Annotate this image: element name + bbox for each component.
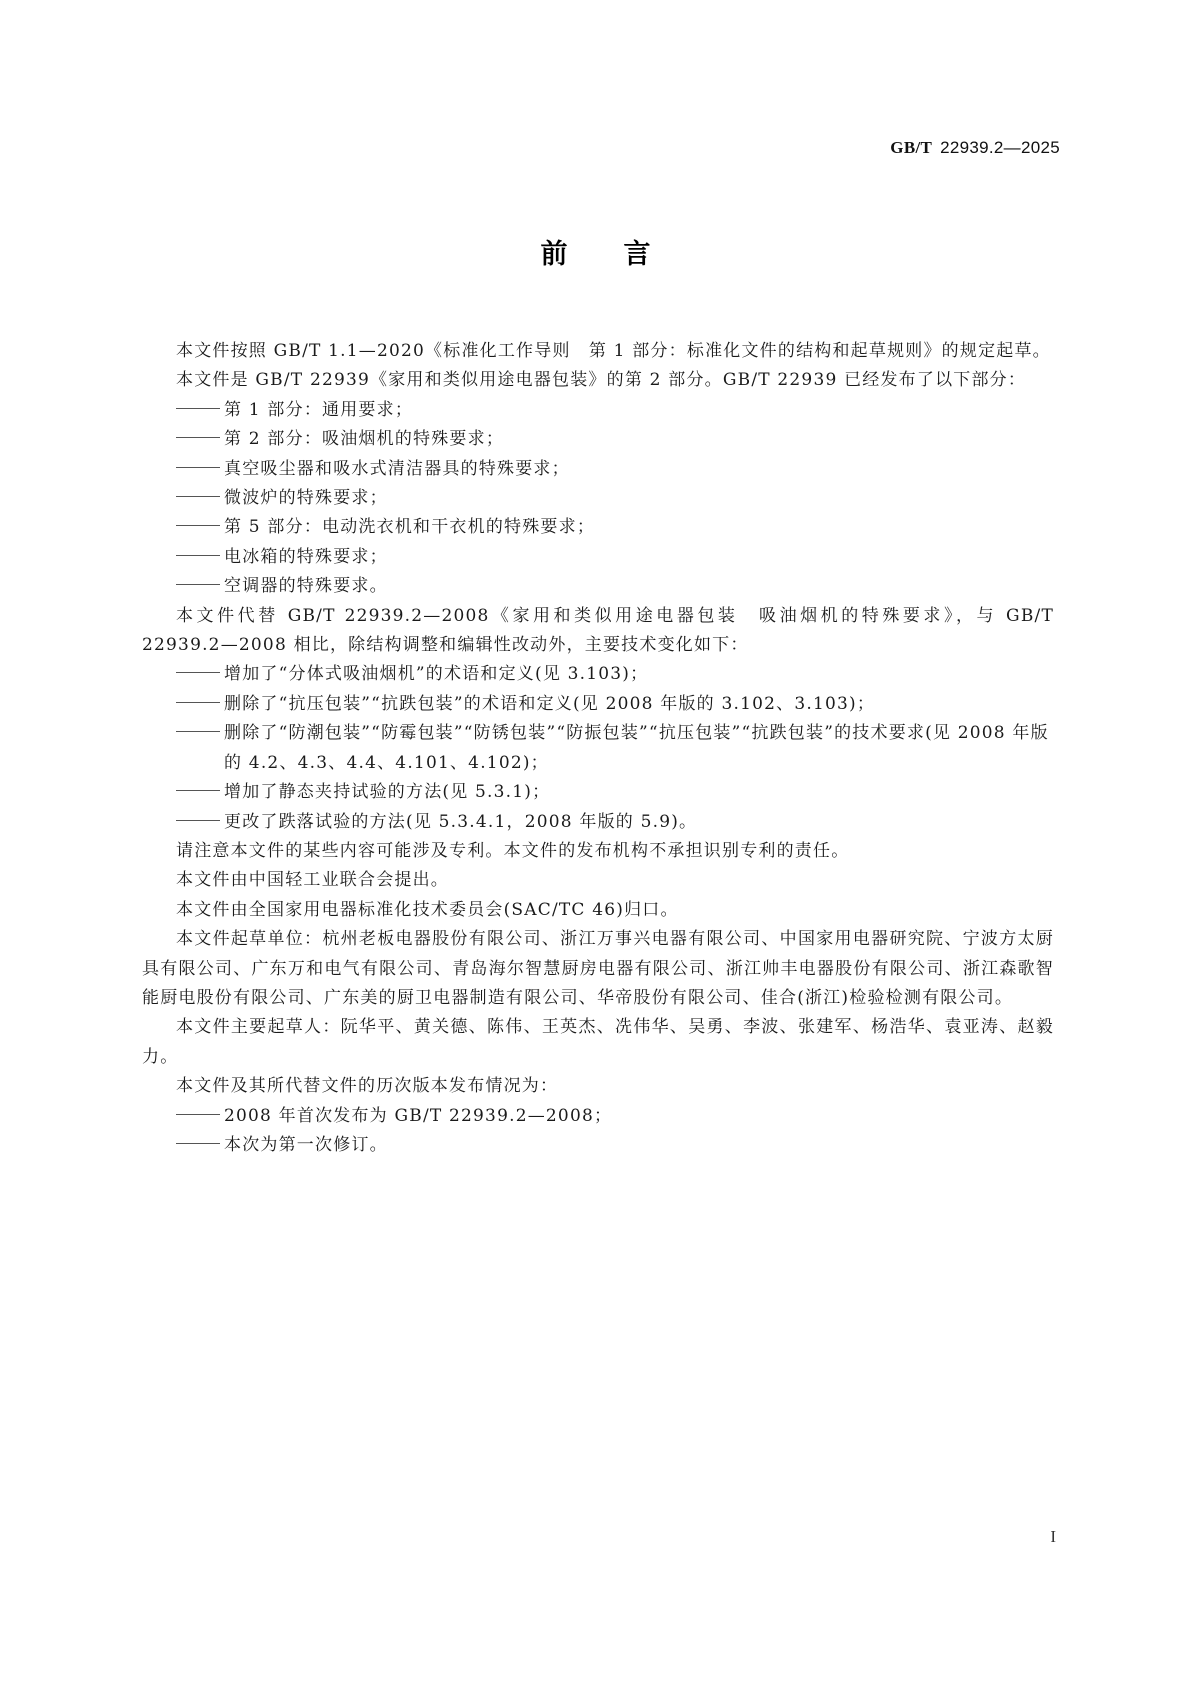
dash-bullet [176, 437, 220, 438]
dash-bullet [176, 408, 220, 409]
paragraph-series-info: 本文件是 GB/T 22939《家用和类似用途电器包装》的第 2 部分。GB/T 22939 已经发布了以下部分： [176, 370, 1027, 391]
dash-bullet [176, 584, 220, 585]
list-item: 微波炉的特殊要求； [142, 484, 1054, 513]
list-item: 真空吸尘器和吸水式清洁器具的特殊要求； [142, 455, 1054, 484]
dash-bullet [176, 467, 220, 468]
list-item: 删除了“抗压包装”“抗跌包装”的术语和定义(见 2008 年版的 3.102、3.103)； [142, 690, 1054, 719]
dash-bullet [176, 702, 220, 703]
paragraph-committee: 本文件由全国家用电器标准化技术委员会(SAC/TC 46)归口。 [176, 899, 679, 920]
dash-bullet [176, 731, 220, 732]
list-item: 第 1 部分：通用要求； [142, 396, 1054, 425]
paragraph-replacement-info: 本文件代替 GB/T 22939.2—2008《家用和类似用途电器包装 吸油烟机的特殊要求》，与 GB/T 22939.2—2008 相比，除结构调整和编辑性改动外，主要技术变化如下： [142, 605, 1054, 656]
dash-bullet [176, 525, 220, 526]
list-item: 电冰箱的特殊要求； [142, 543, 1054, 572]
dash-bullet [176, 555, 220, 556]
paragraph-drafters: 本文件主要起草人：阮华平、黄关德、陈伟、王英杰、冼伟华、吴勇、李波、张建军、杨浩华、袁亚涛、赵毅力。 [142, 1017, 1054, 1067]
page-number: I [1050, 1527, 1056, 1546]
dash-bullet [176, 672, 220, 673]
list-item: 增加了“分体式吸油烟机”的术语和定义(见 3.103)； [142, 660, 1054, 689]
paragraph-proposer: 本文件由中国轻工业联合会提出。 [176, 870, 449, 891]
list-item: 第 2 部分：吸油烟机的特殊要求； [142, 425, 1054, 454]
history-list [142, 1102, 1054, 1161]
list-item: 删除了“防潮包装”“防霉包装”“防锈包装”“防振包装”“抗压包装”“抗跌包装”的技术要求(见 2008 年版的 4.2、4.3、4.4、4.101、4.102)； [142, 719, 1054, 778]
paragraph-drafting-basis: 本文件按照 GB/T 1.1—2020《标准化工作导则 第 1 部分：标准化文件的结构和起草规则》的规定起草。 [176, 341, 1051, 361]
paragraph-patent-notice: 请注意本文件的某些内容可能涉及专利。本文件的发布机构不承担识别专利的责任。 [176, 840, 850, 861]
standard-prefix: GB/T [890, 138, 933, 157]
standard-number: 22939.2—2025 [940, 138, 1060, 157]
dash-bullet [176, 820, 220, 821]
list-item: 第 5 部分：电动洗衣机和干衣机的特殊要求； [142, 513, 1054, 542]
dash-bullet [176, 790, 220, 791]
standard-code-header [890, 138, 1060, 158]
dash-bullet [176, 1114, 220, 1115]
parts-list [142, 396, 1054, 602]
paragraph-history-intro: 本文件及其所代替文件的历次版本发布情况为： [176, 1076, 559, 1097]
foreword-body [142, 337, 1054, 1160]
dash-bullet [176, 1143, 220, 1144]
list-item: 2008 年首次发布为 GB/T 22939.2—2008； [142, 1102, 1054, 1131]
paragraph-drafting-units: 本文件起草单位：杭州老板电器股份有限公司、浙江万事兴电器有限公司、中国家用电器研究院、宁波方太厨具有限公司、广东万和电气有限公司、青岛海尔智慧厨房电器有限公司、浙江帅丰电器股份有限公司、浙江森歌智能厨电股份有限公司、广东美的厨卫电器制造有限公司、华帝股份有限公司、佳合(浙江)检验检测有限公司。 [142, 929, 1054, 1008]
list-item: 本次为第一次修订。 [142, 1131, 1054, 1160]
list-item: 空调器的特殊要求。 [142, 572, 1054, 601]
page-title: 前言 [540, 239, 707, 270]
list-item: 增加了静态夹持试验的方法(见 5.3.1)； [142, 778, 1054, 807]
changes-list [142, 660, 1054, 836]
dash-bullet [176, 496, 220, 497]
list-item: 更改了跌落试验的方法(见 5.3.4.1，2008 年版的 5.9)。 [142, 808, 1054, 837]
